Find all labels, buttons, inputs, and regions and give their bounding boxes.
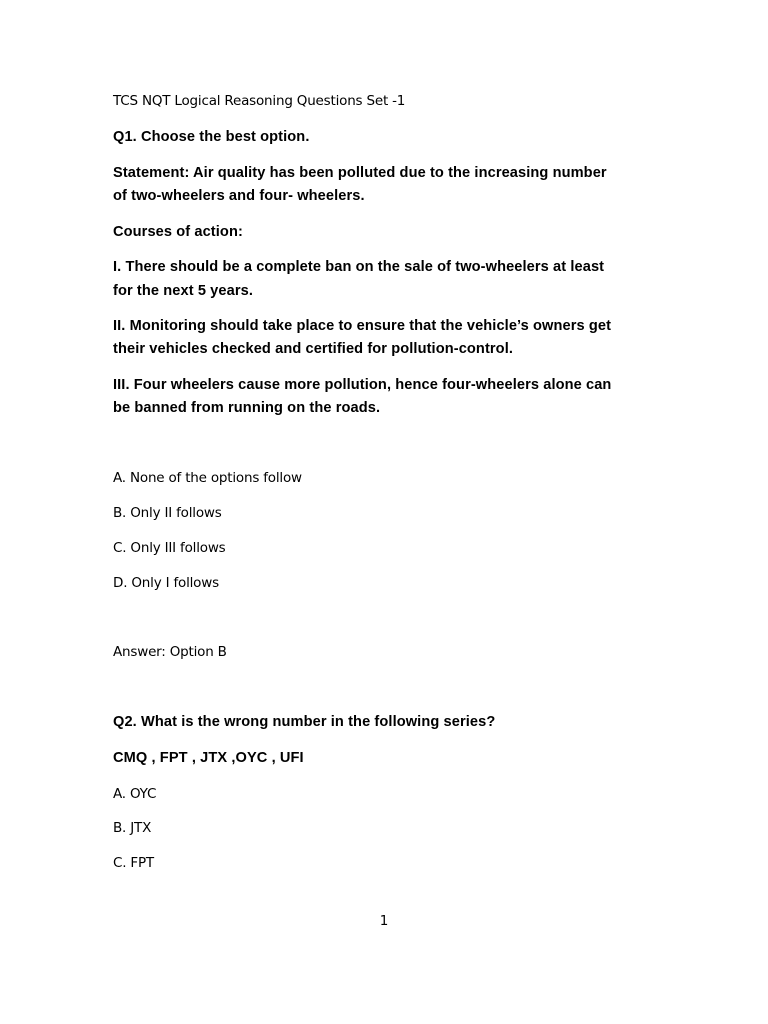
q2-option-a: A. OYC (113, 786, 157, 802)
course-2-line-2: their vehicles checked and certified for pollution-control. (113, 341, 514, 357)
course-1-line-2: for the next 5 years. (113, 283, 253, 299)
course-3-line-1: III. Four wheelers cause more pollution, hence four-wheelers alone can (113, 377, 612, 393)
q1-option-d: D. Only I follows (113, 575, 219, 591)
q1-option-c: C. Only III follows (113, 540, 226, 556)
q1-statement-line-1: Statement: Air quality has been polluted due to the increasing number (113, 165, 607, 181)
course-1-line-1: I. There should be a complete ban on the sale of two-wheelers at least (113, 259, 605, 275)
course-2-line-1: II. Monitoring should take place to ensure that the vehicle’s owners get (113, 318, 612, 334)
q2-series: CMQ , FPT , JTX ,OYC , UFI (113, 750, 304, 766)
page-number: 1 (379, 913, 389, 929)
q1-statement-line-2: of two-wheelers and four- wheelers. (113, 188, 365, 204)
q2-option-c: C. FPT (113, 855, 154, 871)
document-title: TCS NQT Logical Reasoning Questions Set -1 (113, 93, 406, 109)
q1-heading: Q1. Choose the best option. (113, 129, 310, 145)
q1-answer: Answer: Option B (113, 644, 227, 660)
q2-heading: Q2. What is the wrong number in the following series? (113, 714, 496, 730)
q1-option-a: A. None of the options follow (113, 470, 302, 486)
course-3-line-2: be banned from running on the roads. (113, 400, 381, 416)
courses-of-action-label: Courses of action: (113, 224, 243, 240)
q2-option-b: B. JTX (113, 820, 152, 836)
q1-option-b: B. Only II follows (113, 505, 222, 521)
